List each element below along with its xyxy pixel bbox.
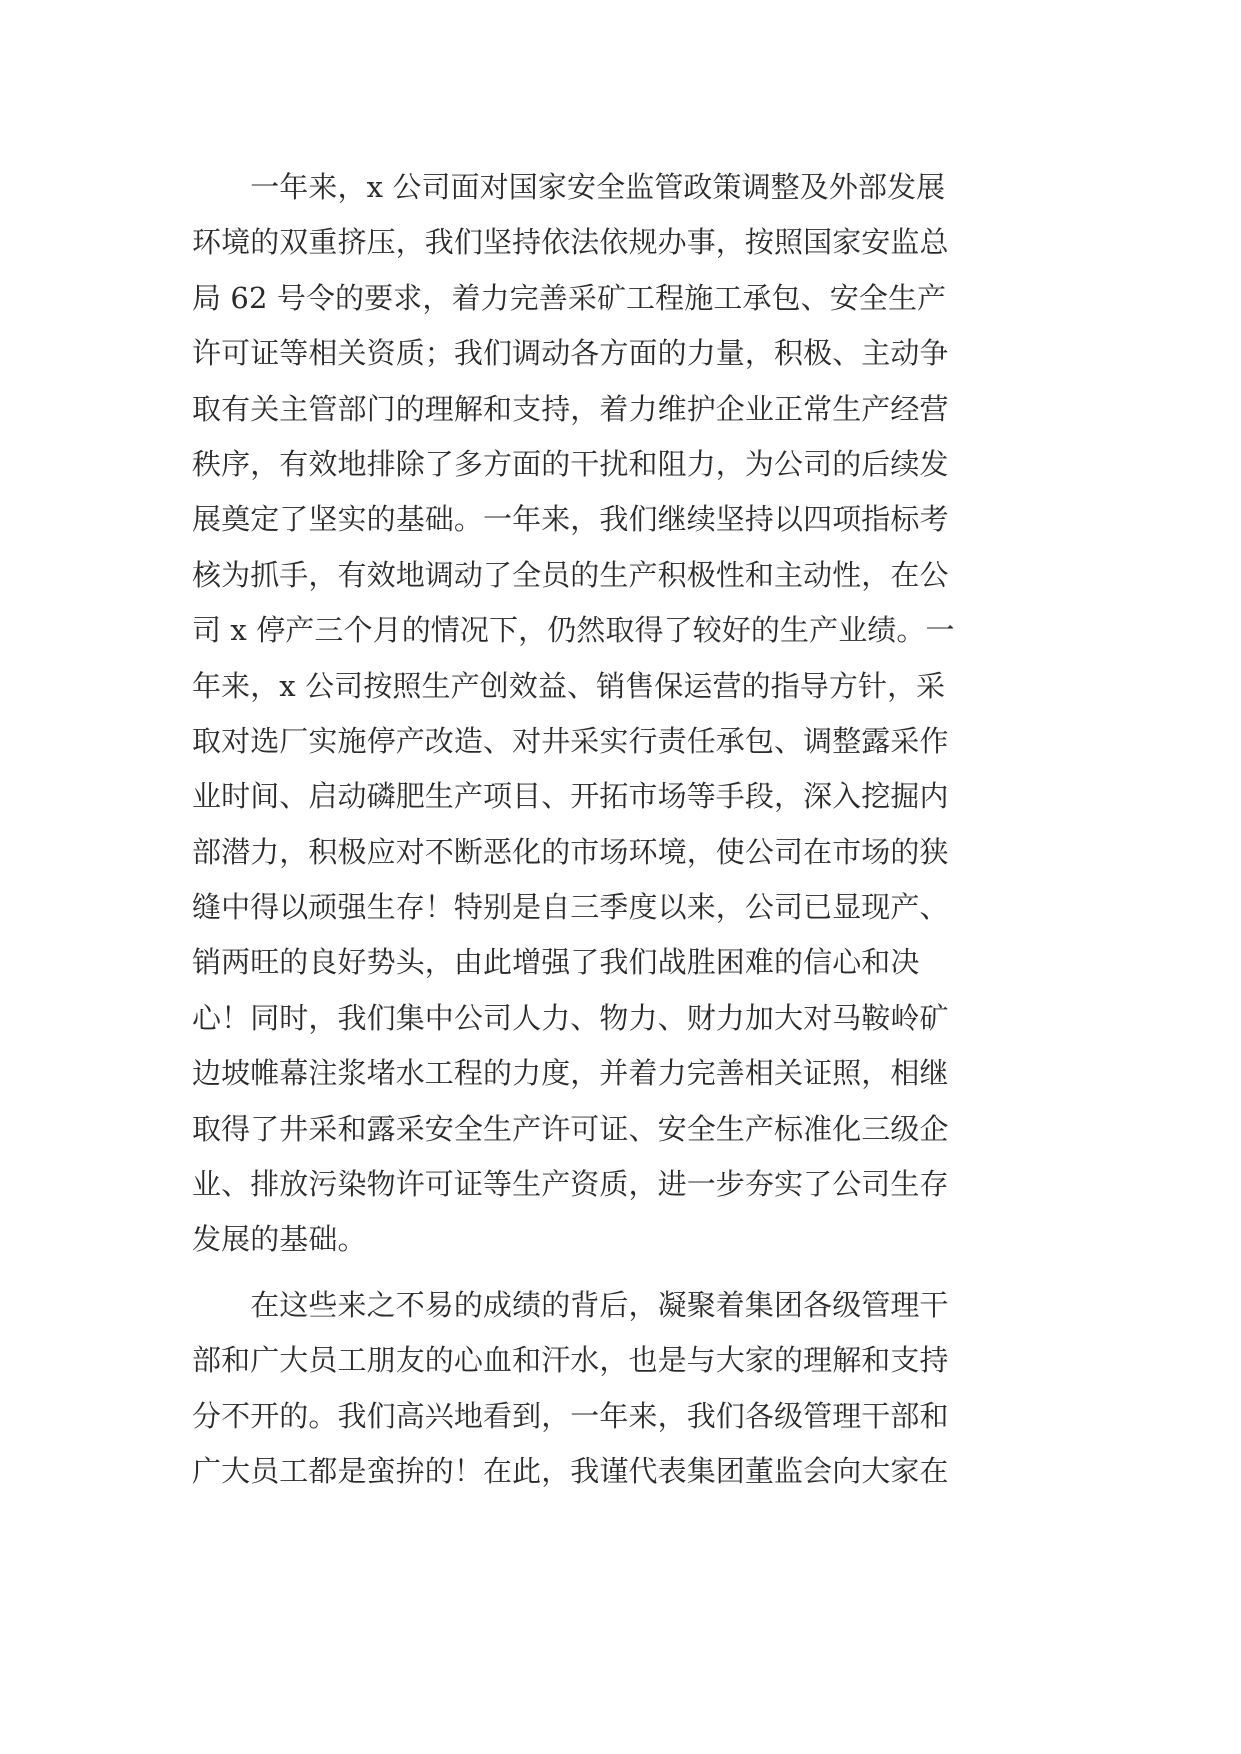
paragraph-line: 核为抓手，有效地调动了全员的生产积极性和主动性，在公 [192,557,949,592]
paragraph-line: 年来，x 公司按照生产创效益、销售保运营的指导方针，采 [192,668,946,703]
paragraph-line: 业时间、启动磷肥生产项目、开拓市场等手段，深入挖掘内 [192,779,949,814]
paragraph-line: 边坡帷幕注浆堵水工程的力度，并着力完善相关证照，相继 [192,1056,949,1091]
paragraph-line: 许可证等相关资质；我们调动各方面的力量，积极、主动争 [192,336,949,371]
paragraph-line: 广大员工都是蛮拚的！在此，我谨代表集团董监会向大家在 [192,1453,949,1488]
paragraph-line: 心！同时，我们集中公司人力、物力、财力加大对马鞍岭矿 [192,1000,949,1035]
paragraph-line: 业、排放污染物许可证等生产资质，进一步夯实了公司生存 [192,1167,949,1202]
paragraph-line: 销两旺的良好势头，由此增强了我们战胜困难的信心和决 [192,945,920,980]
paragraph-line: 发展的基础。 [192,1222,367,1257]
paragraph-line: 秩序，有效地排除了多方面的干扰和阻力，为公司的后续发 [192,446,949,481]
paragraph [192,1278,1062,1500]
paragraph-line: 部潜力，积极应对不断恶化的市场环境，使公司在市场的狭 [192,834,949,869]
paragraph-spacer [192,1268,1062,1278]
paragraph-line: 展奠定了坚实的基础。一年来，我们继续坚持以四项指标考 [192,502,949,537]
paragraph-line: 环境的双重挤压，我们坚持依法依规办事，按照国家安监总 [192,225,949,260]
document-body [192,160,1062,1499]
paragraph-line: 取对选厂实施停产改造、对井采实行责任承包、调整露采作 [192,723,949,758]
paragraph-line: 取得了井采和露采安全生产许可证、安全生产标准化三级企 [192,1111,949,1146]
paragraph [192,160,1062,1268]
paragraph-line: 一年来，x 公司面对国家安全监管政策调整及外部发展 [192,170,946,204]
paragraph-line: 分不开的。我们高兴地看到，一年来，我们各级管理干部和 [192,1398,949,1433]
paragraph-line: 局 62 号令的要求，着力完善采矿工程施工承包、安全生产 [192,280,947,315]
paragraph-line: 缝中得以顽强生存！特别是自三季度以来，公司已显现产、 [192,890,949,925]
paragraph-line: 司 x 停产三个月的情况下，仍然取得了较好的生产业绩。一 [192,613,955,648]
paragraph-line: 在这些来之不易的成绩的背后，凝聚着集团各级管理干 [192,1287,949,1322]
paragraph-line: 取有关主管部门的理解和支持，着力维护企业正常生产经营 [192,391,949,426]
paragraph-line: 部和广大员工朋友的心血和汗水，也是与大家的理解和支持 [192,1343,949,1378]
